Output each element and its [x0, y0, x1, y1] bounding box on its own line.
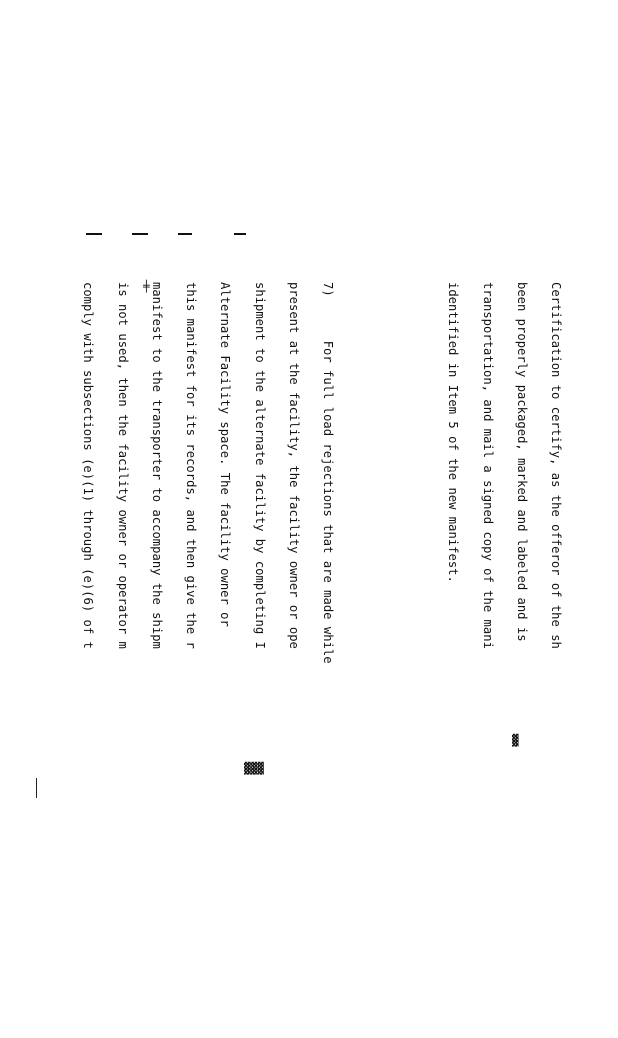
text-line: 7) For full load rejections that are made while [320, 282, 335, 664]
text-line: present at the facility, the facility owner or ope [286, 282, 301, 649]
text-line: manifest to the transporter to accompany the shipm [149, 282, 164, 649]
text-line: Certification to certify, as the offeror of the sh [548, 282, 563, 649]
scan-mark-dash [132, 233, 148, 235]
text-line: identified in Item 5 of the new manifest. [446, 282, 461, 583]
text-line: shipment to the alternate facility by completing I [252, 282, 267, 649]
overprint-smudge: ▓ [512, 734, 519, 747]
text-line: is not used, then the facility owner or operator m [115, 282, 130, 649]
text-line: been properly packaged, marked and labeled and is [514, 282, 529, 642]
overprint-smudge: ▓▓▓ [244, 762, 264, 775]
paragraph-7 [59, 282, 355, 802]
text-line: Alternate Facility space. The facility owner or [218, 282, 233, 627]
paragraph-top [424, 282, 584, 802]
rotated-regulation-text [78, 282, 618, 802]
scan-mark-dash [234, 233, 246, 235]
scan-mark-dash [178, 233, 192, 235]
text-line: this manifest for its records, and then give the r [184, 282, 199, 649]
overprint-smudge: ╪ [143, 280, 150, 293]
scan-mark-dash [86, 233, 102, 235]
text-line: transportation, and mail a signed copy of the mani [480, 282, 495, 649]
text-line: comply with subsections (e)(1) through (e)(6) of t [81, 282, 96, 649]
